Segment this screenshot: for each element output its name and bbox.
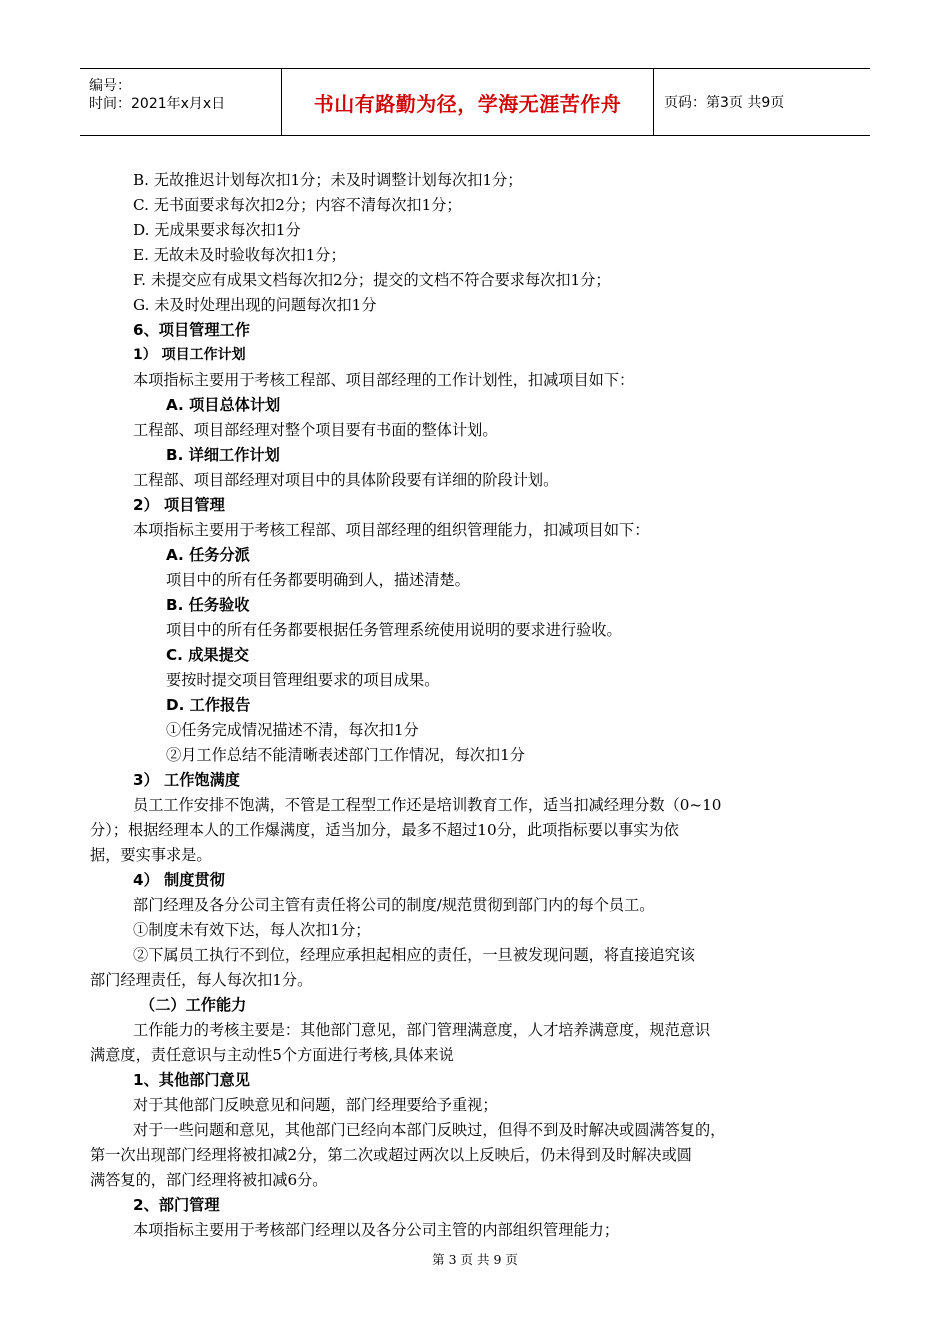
item-b-heading: B. 详细工作计划 [166, 446, 280, 464]
p2-1-line-4: 满答复的，部门经理将被扣减6分。 [90, 1171, 328, 1189]
policy-rule-1: ①制度未有效下达，每人次扣1分； [133, 921, 371, 939]
workload-line-2: 分）；根据经理本人的工作爆满度，适当加分，最多不超过10分，此项指标要以事实为依 [90, 821, 679, 839]
item-b-text: 工程部、项目部经理对项目中的具体阶段要有详细的阶段计划。 [133, 471, 559, 489]
p2-2-line-1: 本项指标主要用于考核部门经理以及各分公司主管的内部组织管理能力； [133, 1221, 619, 1239]
p2-1-heading: 1、其他部门意见 [133, 1071, 250, 1089]
rule-b: B. 无故推迟计划每次扣1分；未及时调整计划每次扣1分； [133, 171, 523, 189]
result-submit-text: 要按时提交项目管理组要求的项目成果。 [166, 671, 440, 689]
section-6-heading: 6、项目管理工作 [133, 321, 250, 339]
p2-1-line-2: 对于一些问题和意见，其他部门已经向本部门反映过，但得不到及时解决或圆满答复的， [133, 1121, 726, 1139]
item-a-heading: A. 项目总体计划 [166, 396, 281, 414]
rule-c: C. 无书面要求每次扣2分；内容不清每次扣1分； [133, 196, 462, 214]
p2-1-line-1: 对于其他部门反映意见和问题，部门经理要给予重视； [133, 1096, 498, 1114]
policy-desc: 部门经理及各分公司主管有责任将公司的制度/规范贯彻到部门内的每个员工。 [133, 896, 655, 914]
subsection-6-1-desc: 本项指标主要用于考核工程部、项目部经理的工作计划性，扣减项目如下： [133, 371, 635, 389]
item-a-text: 工程部、项目部经理对整个项目要有书面的整体计划。 [133, 421, 498, 439]
workload-line-1: 员工工作安排不饱满，不管是工程型工作还是培训教育工作，适当扣减经理分数（0~10 [133, 796, 722, 814]
part-2-heading: （二）工作能力 [140, 996, 247, 1014]
rule-f: F. 未提交应有成果文档每次扣2分；提交的文档不符合要求每次扣1分； [133, 271, 611, 289]
doc-number: 编号： [89, 78, 131, 94]
subsection-6-1-heading: 1） 项目工作计划 [133, 347, 246, 363]
workload-line-3: 据，要实事求是。 [90, 846, 212, 864]
header-page-info: 页码：第3页 共9页 [664, 95, 785, 111]
page-header [80, 68, 870, 136]
page-footer: 第 3 页 共 9 页 [432, 1252, 518, 1267]
policy-rule-2a: ②下属员工执行不到位，经理应承担起相应的责任，一旦被发现问题，将直接追究该 [133, 946, 695, 964]
task-accept-heading: B. 任务验收 [166, 596, 250, 614]
rule-g: G. 未及时处理出现的问题每次扣1分 [133, 296, 377, 314]
policy-rule-2b: 部门经理责任，每人每次扣1分。 [90, 971, 313, 989]
result-submit-heading: C. 成果提交 [166, 646, 249, 664]
work-report-rule-2: ②月工作总结不能清晰表述部门工作情况，每次扣1分 [166, 746, 525, 764]
task-assign-heading: A. 任务分派 [166, 546, 250, 564]
header-meta [80, 69, 282, 135]
task-assign-text: 项目中的所有任务都要明确到人，描述清楚。 [166, 571, 470, 589]
subsection-6-3-heading: 3） 工作饱满度 [133, 771, 240, 789]
subsection-6-2-heading: 2） 项目管理 [133, 496, 225, 514]
rule-e: E. 无故未及时验收每次扣1分； [133, 246, 346, 264]
subsection-6-4-heading: 4） 制度贯彻 [133, 871, 225, 889]
task-accept-text: 项目中的所有任务都要根据任务管理系统使用说明的要求进行验收。 [166, 621, 622, 639]
work-report-rule-1: ①任务完成情况描述不清，每次扣1分 [166, 721, 419, 739]
subsection-6-2-desc: 本项指标主要用于考核工程部、项目部经理的组织管理能力，扣减项目如下： [133, 521, 650, 539]
work-report-heading: D. 工作报告 [166, 696, 251, 714]
p2-1-line-3: 第一次出现部门经理将被扣减2分，第二次或超过两次以上反映后，仍未得到及时解决或圆 [90, 1146, 692, 1164]
doc-time: 时间：2021年x月x日 [89, 96, 226, 112]
part-2-line-2: 满意度，责任意识与主动性5个方面进行考核,具体来说 [90, 1046, 454, 1064]
header-motto [282, 69, 654, 135]
rule-d: D. 无成果要求每次扣1分 [133, 221, 301, 239]
part-2-line-1: 工作能力的考核主要是：其他部门意见，部门管理满意度，人才培养满意度，规范意识 [133, 1021, 711, 1039]
motto-text: 书山有路勤为径，学海无涯苦作舟 [313, 91, 622, 116]
p2-2-heading: 2、部门管理 [133, 1196, 220, 1214]
